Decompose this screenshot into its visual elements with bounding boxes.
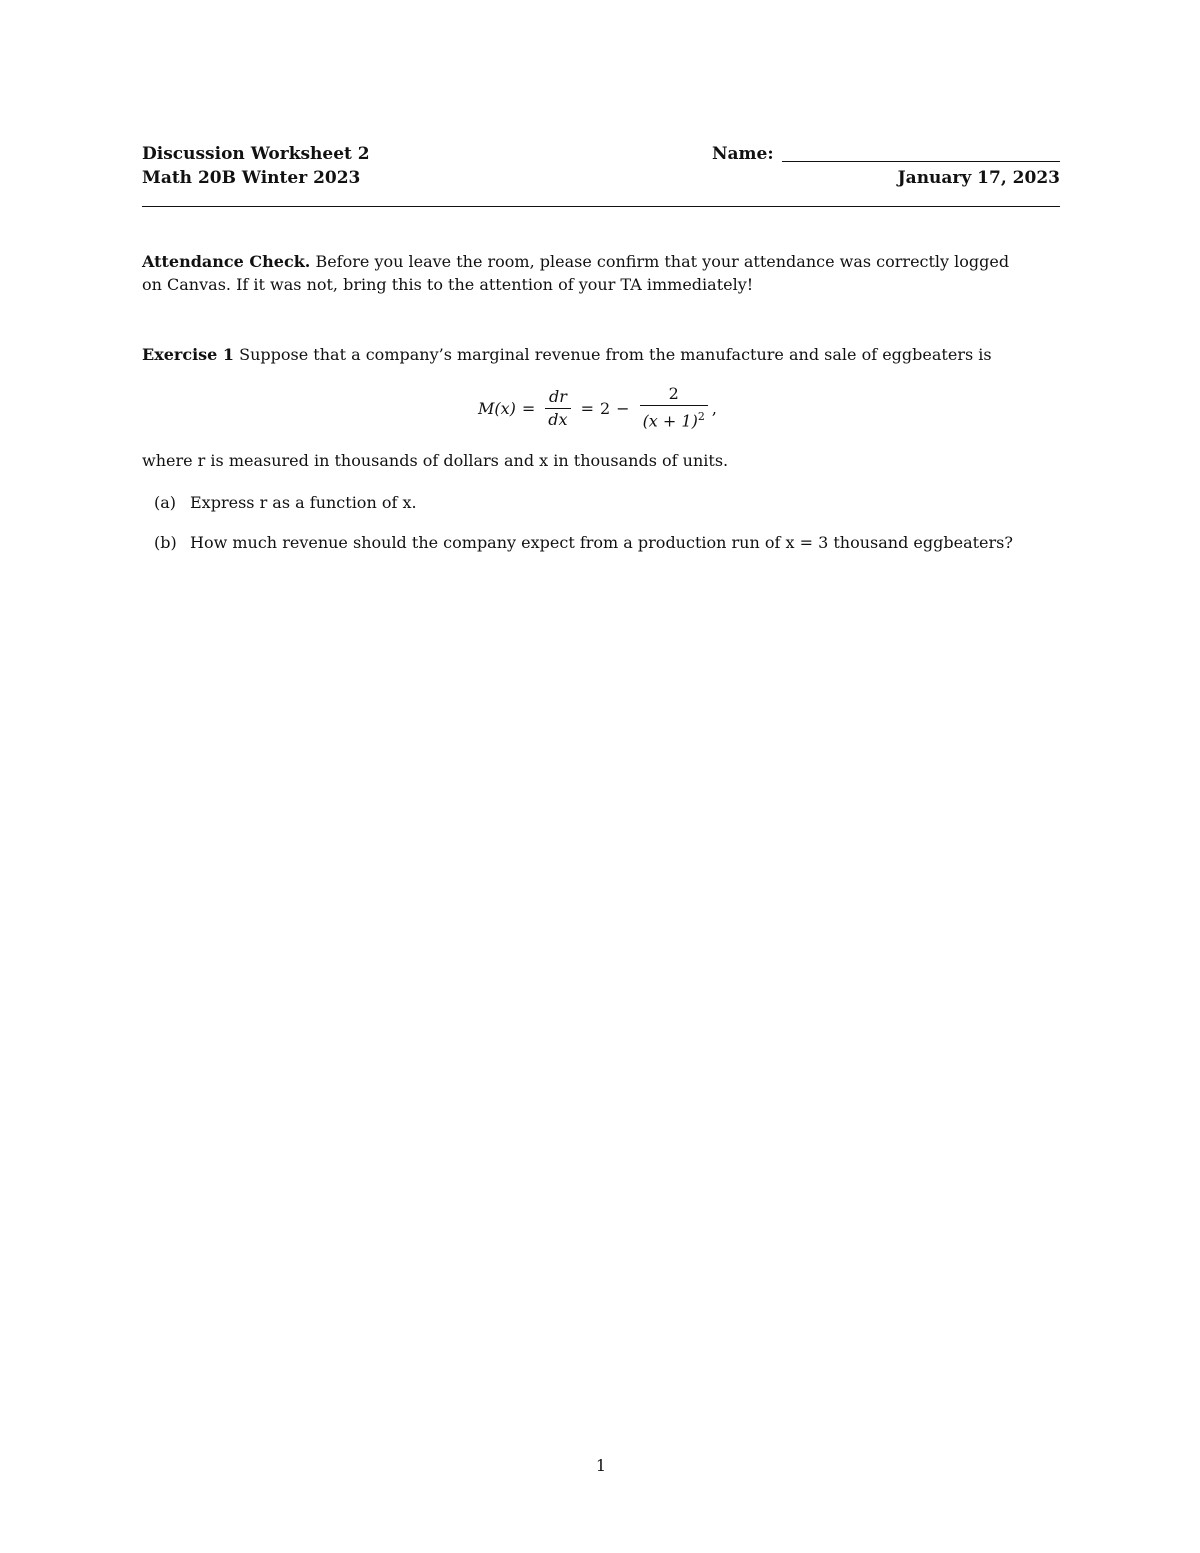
exercise-part-a [154,491,417,514]
header-divider [142,206,1060,207]
derivative-numerator: dr [548,386,567,406]
derivative-denominator: dx [545,408,570,430]
attendance-text-line2: on Canvas. If it was not, bring this to the attention of your TA immediately! [142,275,754,294]
formula-equals-1: = [521,398,536,418]
derivative-fraction [545,387,570,430]
exercise-1-intro [142,343,1060,366]
name-blank-line [782,143,1060,162]
exercise-part-b [154,531,1013,554]
formula-minus: − [616,398,630,418]
name-field [712,142,1060,166]
exercise-1-text: Suppose that a company’s marginal revenue from the manufacture and sale of eggbeaters is [239,345,992,364]
formula-constant: 2 [599,398,611,418]
worksheet-date: January 17, 2023 [897,168,1060,188]
part-a-text: Express r as a function of x. [190,493,417,512]
formula-trailing-comma: , [711,398,717,418]
course-label: Math 20B Winter 2023 [142,168,361,188]
second-fraction-denominator [640,405,708,431]
part-b-label: (b) [154,533,177,552]
part-b-text: How much revenue should the company expect from a production run of x = 3 thousand eggbeaters? [190,533,1013,552]
formula-lhs: M(x) [478,398,516,418]
worksheet-header [142,142,1060,190]
name-label: Name: [712,144,774,164]
second-fraction [640,384,708,431]
marginal-revenue-formula [478,384,717,432]
formula-equals-2: = [580,398,594,418]
denominator-base: (x + 1) [642,411,698,431]
attendance-check [142,250,1060,296]
units-explanation: where r is measured in thousands of dollars and x in thousands of units. [142,451,729,470]
second-fraction-numerator: 2 [668,384,679,404]
page-number: 1 [595,1456,607,1475]
part-a-label: (a) [154,493,177,512]
worksheet-title: Discussion Worksheet 2 [142,144,370,164]
attendance-text-line1: Before you leave the room, please confirm that your attendance was correctly logged [315,252,1010,271]
denominator-exponent: 2 [697,410,705,424]
attendance-heading: Attendance Check. [142,252,311,271]
worksheet-page [142,0,1060,1553]
exercise-1-heading: Exercise 1 [142,345,235,364]
